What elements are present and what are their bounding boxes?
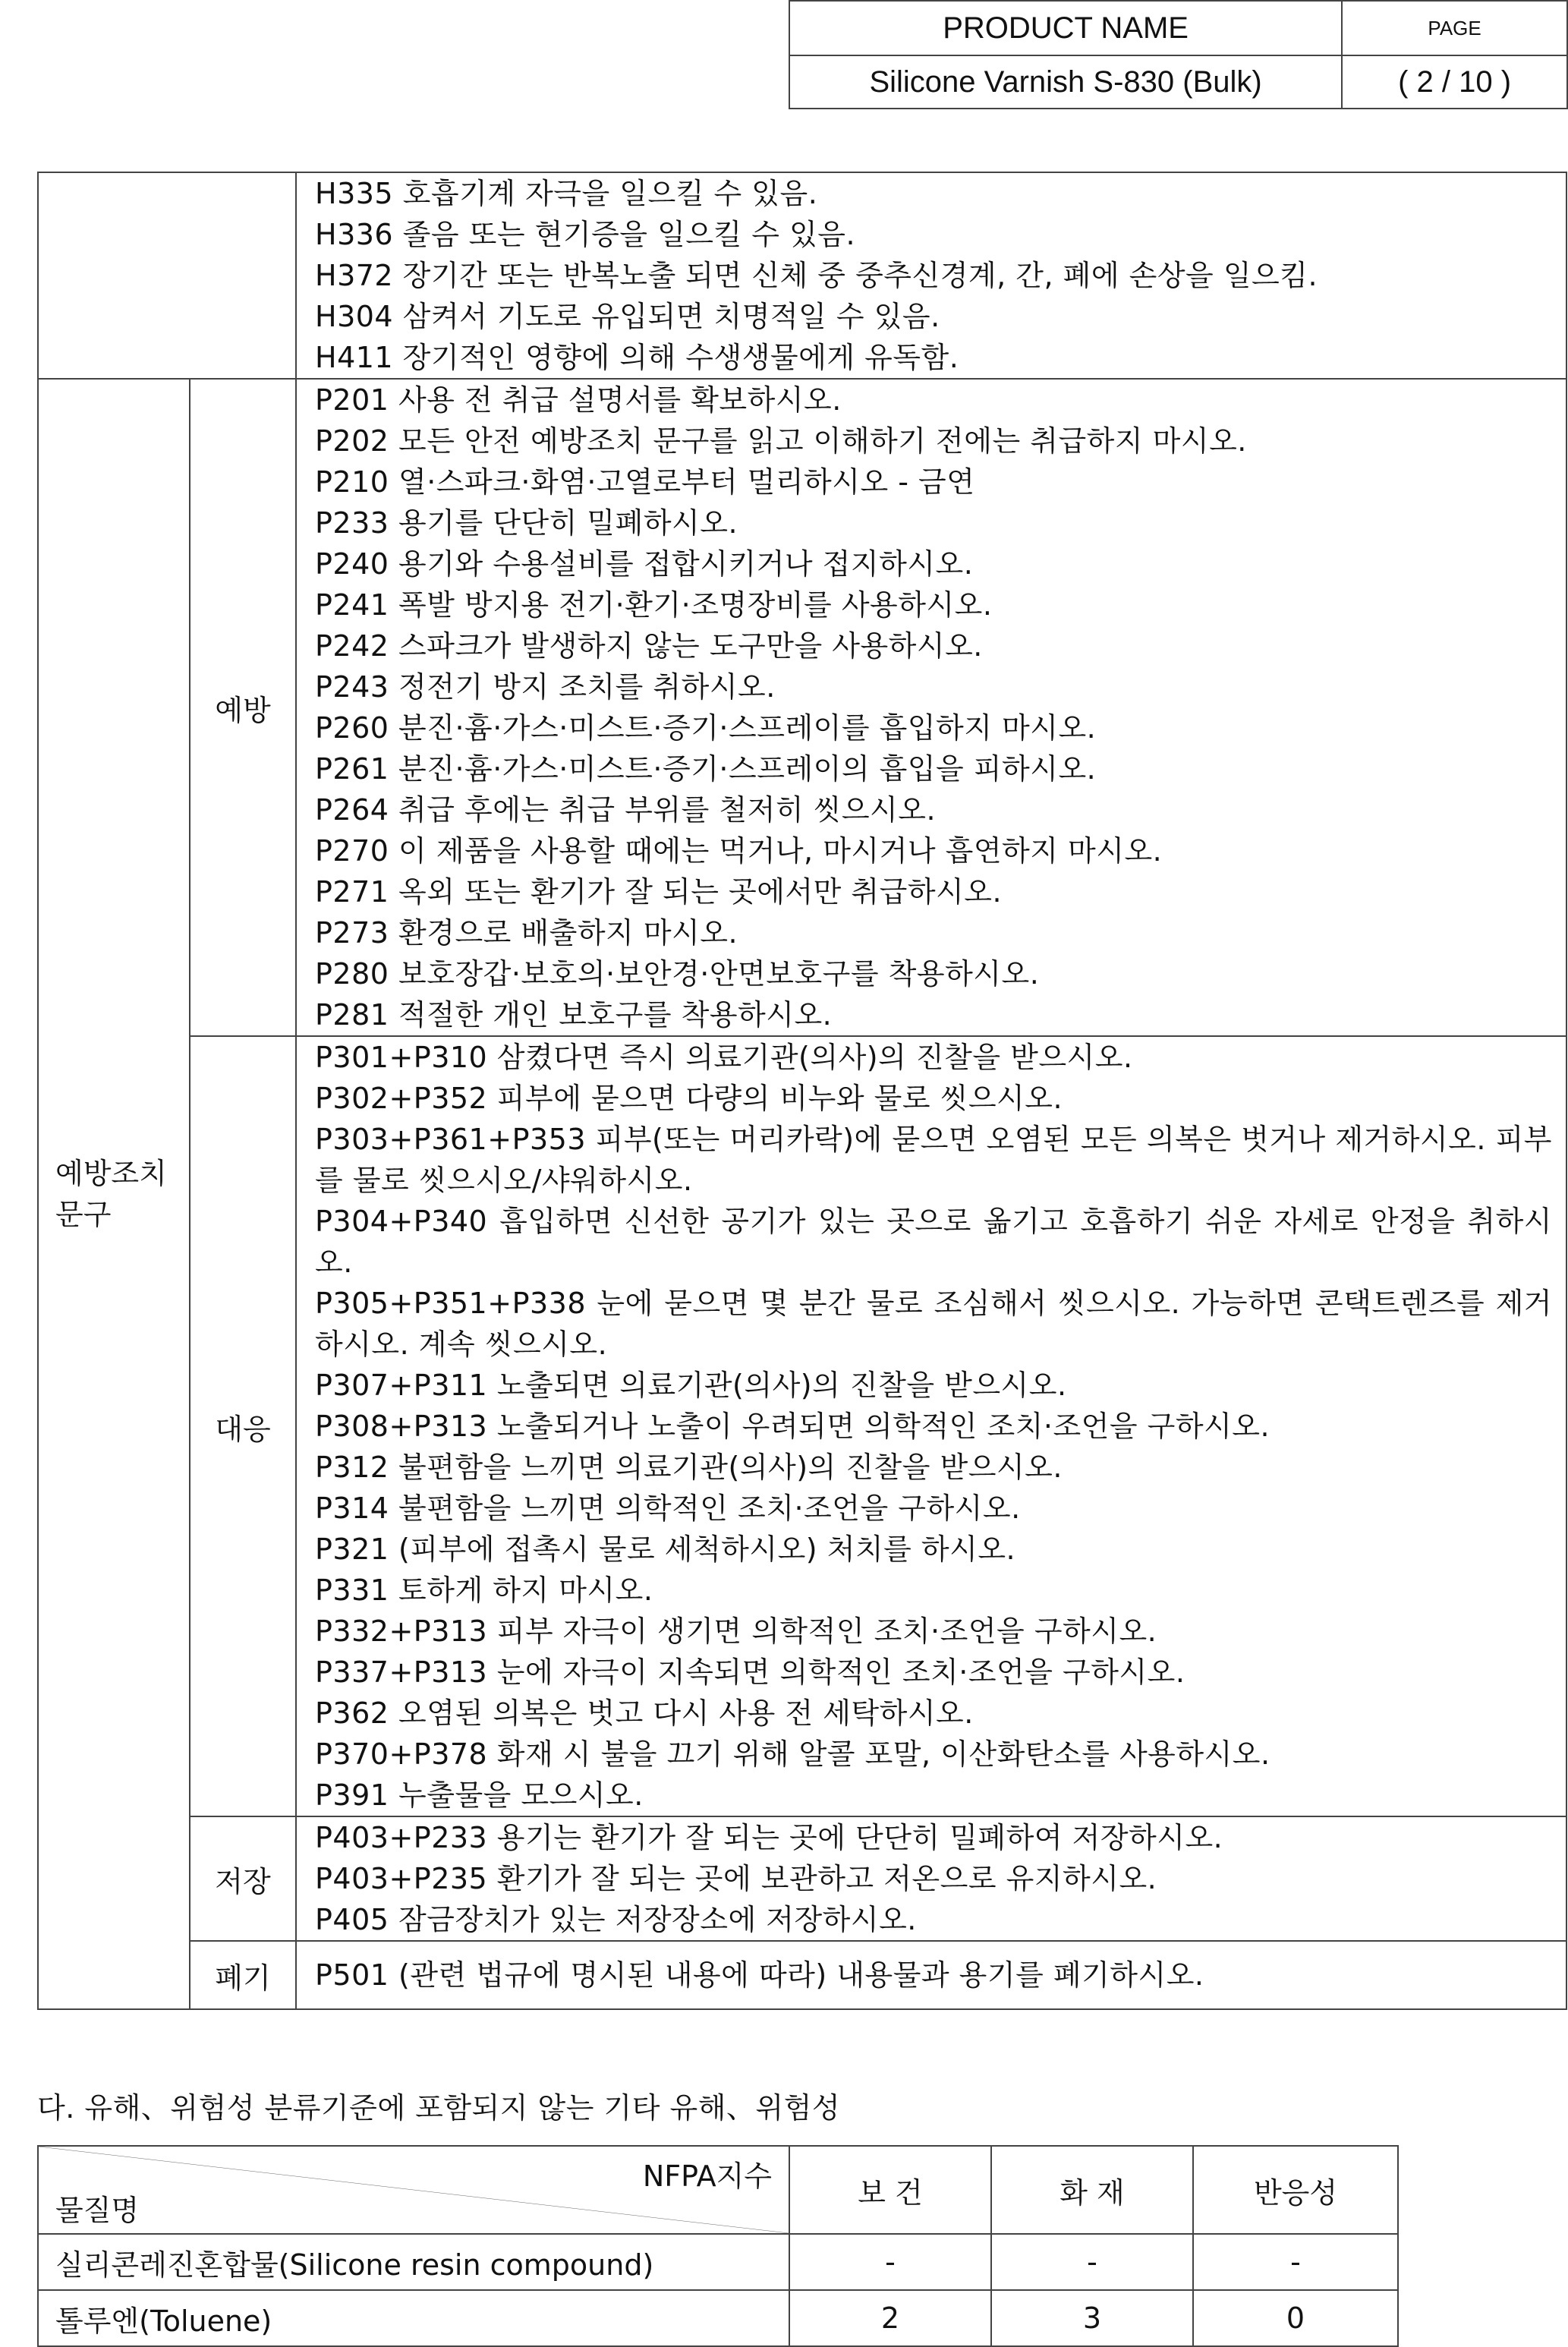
precaution-statement: P260 분진·흄·가스·미스트·증기·스프레이를 흡입하지 마시오.	[315, 711, 1097, 745]
hazard-statement: H372 장기간 또는 반복노출 되면 신체 중 중추신경계, 간, 폐에 손상을 일으킴.	[315, 259, 1318, 292]
prevention-label: 예방	[190, 379, 296, 1036]
precaution-statement: P302+P352 피부에 묻으면 다량의 비누와 물로 씻으시오.	[315, 1082, 1063, 1115]
reactivity-column-header: 반응성	[1193, 2146, 1398, 2234]
precaution-statement: P242 스파크가 발생하지 않는 도구만을 사용하시오.	[315, 629, 983, 663]
hazard-statement: H335 호흡기계 자극을 일으킬 수 있음.	[315, 177, 818, 210]
storage-statements	[296, 1816, 1566, 1941]
storage-label: 저장	[190, 1816, 296, 1941]
precaution-statement: P240 용기와 수용설비를 접합시키거나 접지하시오.	[315, 547, 974, 581]
table-row	[38, 2290, 1398, 2346]
precaution-statement: P304+P340 흡입하면 신선한 공기가 있는 곳으로 옮기고 호흡하기 쉬운 자세로 안정을 취하시오.	[315, 1205, 1552, 1279]
health-value: 2	[789, 2290, 991, 2346]
precaution-statement: P332+P313 피부 자극이 생기면 의학적인 조치·조언을 구하시오.	[315, 1615, 1157, 1648]
page-number: ( 2 / 10 )	[1342, 55, 1567, 109]
health-column-header: 보 건	[789, 2146, 991, 2234]
nfpa-table	[37, 2145, 1399, 2347]
health-value: -	[789, 2234, 991, 2290]
response-statements	[296, 1036, 1566, 1816]
table-row	[38, 2234, 1398, 2290]
substance-name: 실리콘레진혼합물(Silicone resin compound)	[38, 2234, 789, 2290]
product-name-label: PRODUCT NAME	[789, 1, 1342, 55]
precaution-statement: P271 옥외 또는 환기가 잘 되는 곳에서만 취급하시오.	[315, 875, 1003, 909]
precaution-table	[37, 172, 1567, 2010]
reactivity-value: 0	[1193, 2290, 1398, 2346]
precaution-statement: P391 누출물을 모으시오.	[315, 1778, 644, 1812]
precaution-statement: P321 (피부에 접촉시 물로 세척하시오) 처치를 하시오.	[315, 1533, 1016, 1566]
hazard-label-cell	[38, 172, 296, 379]
precaution-label: 예방조치 문구	[38, 379, 190, 2009]
hazard-statement: H336 졸음 또는 현기증을 일으킬 수 있음.	[315, 218, 856, 251]
response-label: 대응	[190, 1036, 296, 1816]
hazard-statement: H304 삼켜서 기도로 유입되면 치명적일 수 있음.	[315, 300, 940, 333]
precaution-statement: P314 불편함을 느끼면 의학적인 조치·조언을 구하시오.	[315, 1492, 1021, 1525]
nfpa-index-label: NFPA지수	[642, 2160, 772, 2193]
precaution-statement: P233 용기를 단단히 밀폐하시오.	[315, 506, 738, 540]
precaution-statement: P270 이 제품을 사용할 때에는 먹거나, 마시거나 흡연하지 마시오.	[315, 834, 1163, 868]
precaution-statement: P307+P311 노출되면 의료기관(의사)의 진찰을 받으시오.	[315, 1369, 1067, 1402]
substance-name: 톨루엔(Toluene)	[38, 2290, 789, 2346]
fire-value: 3	[991, 2290, 1193, 2346]
precaution-statement: P264 취급 후에는 취급 부위를 철저히 씻으시오.	[315, 793, 937, 827]
reactivity-value: -	[1193, 2234, 1398, 2290]
precaution-statement: P281 적절한 개인 보호구를 착용하시오.	[315, 998, 833, 1032]
precaution-statement: P202 모든 안전 예방조치 문구를 읽고 이해하기 전에는 취급하지 마시오.	[315, 424, 1247, 458]
precaution-statement: P403+P235 환기가 잘 되는 곳에 보관하고 저온으로 유지하시오.	[315, 1862, 1157, 1895]
fire-value: -	[991, 2234, 1193, 2290]
substance-name-label: 물질명	[55, 2194, 140, 2227]
page-label: PAGE	[1342, 1, 1567, 55]
precaution-statement: P241 폭발 방지용 전기·환기·조명장비를 사용하시오.	[315, 588, 993, 622]
precaution-statement: P201 사용 전 취급 설명서를 확보하시오.	[315, 383, 842, 417]
precaution-statement: P305+P351+P338 눈에 묻으면 몇 분간 물로 조심해서 씻으시오. 가능하면 콘택트렌즈를 제거하시오. 계속 씻으시오.	[315, 1287, 1552, 1361]
precaution-statement: P405 잠금장치가 있는 저장장소에 저장하시오.	[315, 1903, 917, 1936]
disposal-statements	[296, 1941, 1566, 2009]
precaution-statement: P210 열·스파크·화염·고열로부터 멀리하시오 - 금연	[315, 465, 975, 499]
precaution-statement: P301+P310 삼켰다면 즉시 의료기관(의사)의 진찰을 받으시오.	[315, 1041, 1133, 1074]
precaution-statement: P403+P233 용기는 환기가 잘 되는 곳에 단단히 밀폐하여 저장하시오.	[315, 1821, 1223, 1854]
hazard-statement: H411 장기적인 영향에 의해 수생생물에게 유독함.	[315, 341, 959, 374]
precaution-statement: P243 정전기 방지 조치를 취하시오.	[315, 670, 776, 704]
precaution-statement: P303+P361+P353 피부(또는 머리카락)에 묻으면 오염된 모든 의복은 벗거나 제거하시오. 피부를 물로 씻으시오/샤워하시오.	[315, 1123, 1552, 1197]
precaution-statement: P273 환경으로 배출하지 마시오.	[315, 916, 738, 950]
product-name: Silicone Varnish S-830 (Bulk)	[789, 55, 1342, 109]
other-hazards-title: 다. 유해、위험성 분류기준에 포함되지 않는 기타 유해、위험성	[37, 2091, 841, 2125]
disposal-label: 폐기	[190, 1941, 296, 2009]
precaution-statement: P312 불편함을 느끼면 의료기관(의사)의 진찰을 받으시오.	[315, 1451, 1063, 1484]
precaution-statement: P331 토하게 하지 마시오.	[315, 1574, 653, 1607]
hazard-statements	[296, 172, 1566, 379]
header-box	[789, 0, 1568, 109]
precaution-statement: P308+P313 노출되거나 노출이 우려되면 의학적인 조치·조언을 구하시오.	[315, 1410, 1270, 1443]
precaution-statement: P280 보호장갑·보호의·보안경·안면보호구를 착용하시오.	[315, 957, 1040, 991]
nfpa-header-diagonal-cell	[38, 2146, 789, 2234]
precaution-statement: P370+P378 화재 시 불을 끄기 위해 알콜 포말, 이산화탄소를 사용하시오.	[315, 1737, 1270, 1771]
precaution-statement: P337+P313 눈에 자극이 지속되면 의학적인 조치·조언을 구하시오.	[315, 1656, 1185, 1689]
precaution-statement: P261 분진·흄·가스·미스트·증기·스프레이의 흡입을 피하시오.	[315, 752, 1097, 786]
precaution-statement: P362 오염된 의복은 벗고 다시 사용 전 세탁하시오.	[315, 1696, 974, 1730]
prevention-statements	[296, 379, 1566, 1036]
precaution-statement: P501 (관련 법규에 명시된 내용에 따라) 내용물과 용기를 폐기하시오.	[315, 1958, 1204, 1992]
fire-column-header: 화 재	[991, 2146, 1193, 2234]
